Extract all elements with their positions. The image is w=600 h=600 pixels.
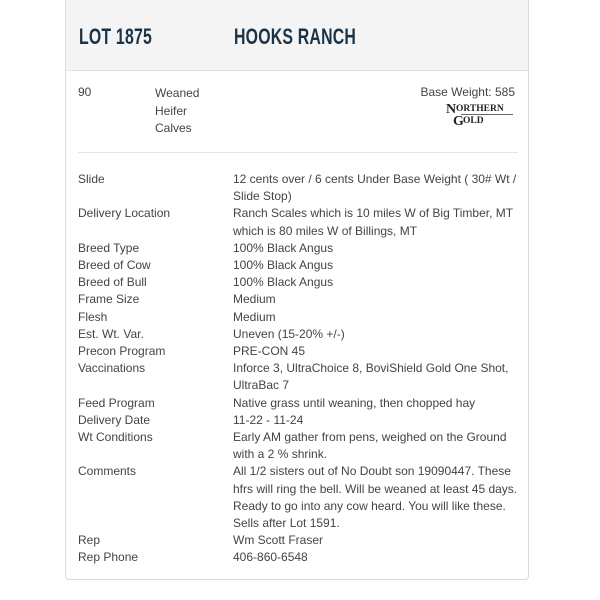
detail-row-flesh [66, 309, 528, 326]
detail-value: All 1/2 sisters out of No Doubt son 19090447. These hfrs will ring the bell. Will be weaned at least 45 days. Ready to go into any cow heard. You will like these. Sells after Lot 1591. [233, 464, 518, 531]
detail-value: 100% Black Angus [233, 240, 334, 255]
detail-label: Breed Type [78, 240, 140, 255]
lot-card [65, 0, 529, 580]
detail-row-breed-of-cow [66, 257, 528, 274]
lot-details [66, 171, 528, 567]
detail-label: Frame Size [78, 292, 140, 307]
detail-value: Native grass until weaning, then chopped hay [233, 395, 476, 410]
detail-value: Wm Scott Fraser [233, 533, 324, 548]
detail-label: Breed of Cow [78, 258, 151, 273]
detail-row-delivery-date [66, 412, 528, 429]
description-line: Heifer [155, 103, 188, 118]
detail-value: Ranch Scales which is 10 miles W of Big Timber, MT which is 80 miles W of Billings, MT [233, 206, 513, 238]
detail-row-precon-program [66, 343, 528, 360]
detail-row-wt-conditions [66, 429, 528, 463]
detail-value: 100% Black Angus [233, 258, 334, 273]
lot-header [66, 0, 528, 71]
detail-value: PRE-CON 45 [233, 344, 306, 359]
detail-value: Uneven (15-20% +/-) [233, 326, 345, 341]
detail-label: Breed of Bull [78, 275, 147, 290]
head-count: 90 [78, 85, 92, 99]
detail-value: Medium [233, 292, 276, 307]
detail-row-rep-phone [66, 549, 528, 566]
logo-initial-n: N [446, 102, 457, 117]
detail-label: Rep Phone [78, 550, 139, 565]
detail-value: 12 cents over / 6 cents Under Base Weight ( 30# Wt / Slide Stop) [233, 172, 517, 204]
detail-row-breed-type [66, 240, 528, 257]
detail-row-rep [66, 532, 528, 549]
detail-row-vaccinations [66, 360, 528, 394]
detail-label: Delivery Date [78, 412, 151, 427]
base-weight: Base Weight: 585 [420, 85, 515, 99]
detail-label: Vaccinations [78, 361, 146, 376]
detail-row-delivery-location [66, 205, 528, 239]
detail-value: 11-22 - 11-24 [233, 412, 304, 427]
logo-line-1: ORTHERN [456, 104, 504, 114]
detail-row-est-wt-var [66, 326, 528, 343]
description-line: Calves [155, 121, 192, 135]
description-line: Weaned [155, 86, 200, 100]
detail-label: Delivery Location [78, 206, 171, 221]
detail-label: Flesh [78, 309, 108, 324]
lot-number: LOT 1875 [79, 24, 153, 49]
cattle-description [155, 85, 199, 138]
detail-row-breed-of-bull [66, 274, 528, 291]
northern-gold-logo [445, 101, 515, 127]
logo-initial-g: G [453, 114, 464, 127]
section-divider [78, 152, 518, 153]
logo-line-2: OLD [463, 116, 484, 126]
detail-row-slide [66, 171, 528, 205]
detail-value: 406-860-6548 [233, 550, 308, 565]
detail-label: Feed Program [78, 395, 155, 410]
ranch-name: HOOKS RANCH [234, 24, 357, 49]
detail-value: Inforce 3, UltraChoice 8, BoviShield Gold One Shot, UltraBac 7 [233, 361, 509, 393]
detail-label: Precon Program [78, 344, 166, 359]
detail-value: Medium [233, 309, 276, 324]
detail-label: Slide [78, 172, 105, 186]
detail-label: Est. Wt. Var. [78, 326, 144, 341]
lot-summary [66, 70, 528, 152]
detail-label: Wt Conditions [78, 430, 153, 445]
detail-value: Early AM gather from pens, weighed on the Ground with a 2 % shrink. [233, 430, 507, 462]
detail-value: 100% Black Angus [233, 275, 334, 290]
detail-row-feed-program [66, 395, 528, 412]
detail-row-frame-size [66, 291, 528, 308]
detail-label: Rep [78, 533, 101, 548]
detail-row-comments [66, 463, 528, 532]
detail-label: Comments [78, 464, 137, 479]
